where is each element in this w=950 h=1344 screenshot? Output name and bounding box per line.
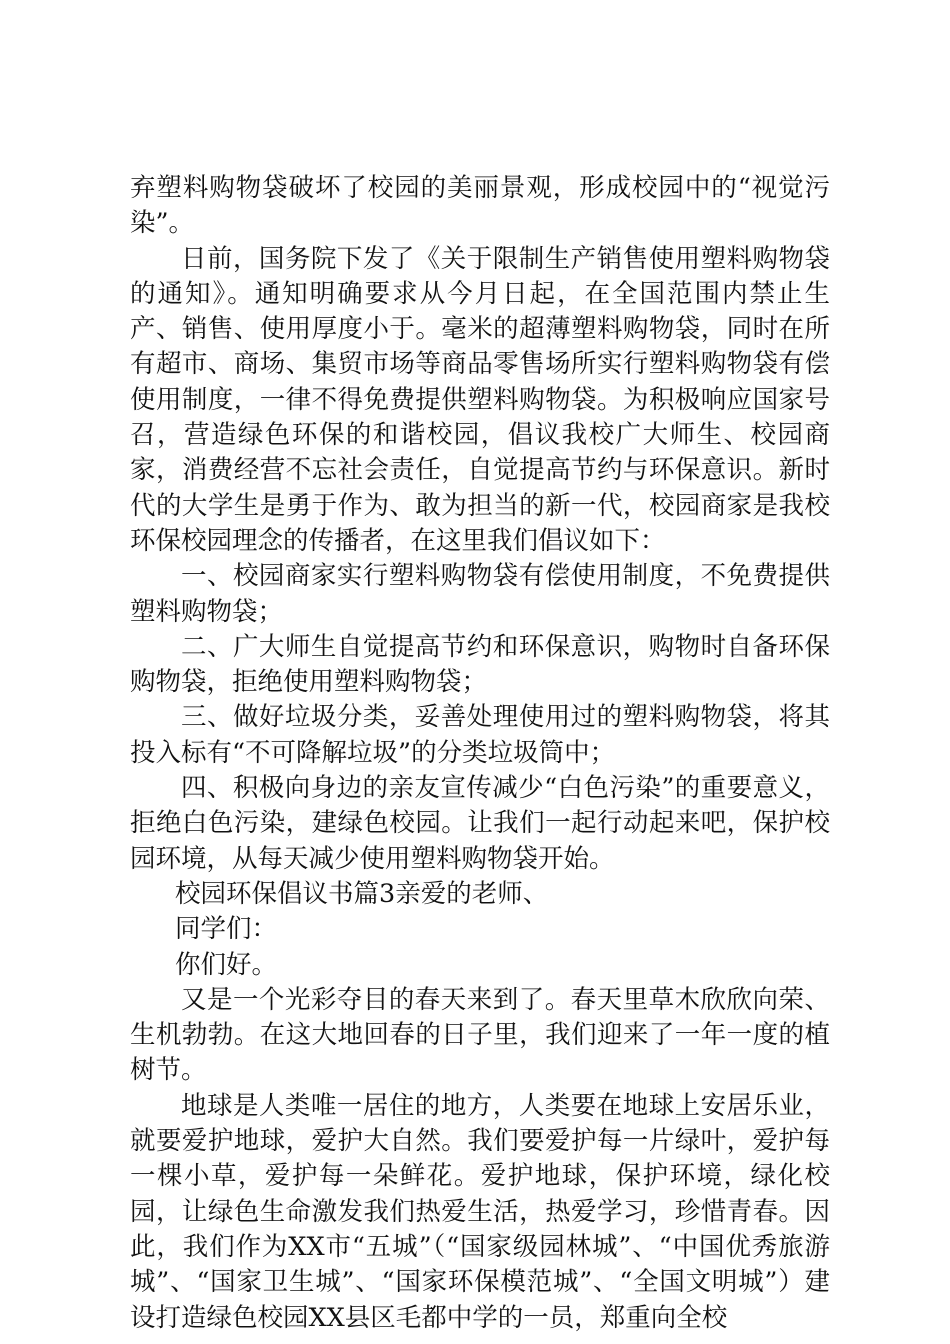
- paragraph-2: 日前，国务院下发了《关于限制生产销售使用塑料购物袋的通知》。通知明确要求从今月日起，在全国范围内禁止生产、销售、使用厚度小于。毫米的超薄塑料购物袋，同时在所有超市、商场、集贸市场等商品零售场所实行塑料购物袋有偿使用制度，一律不得免费提供塑料购物袋。为积极响应国家号召，营造绿色环保的和谐校园，倡议我校广大师生、校园商家，消费经营不忘社会责任，自觉提高节约与环保意识。新时代的大学生是勇于作为、敢为担当的新一代，校园商家是我校环保校园理念的传播者，在这里我们倡议如下：: [130, 243, 830, 556]
- paragraph-7: 又是一个光彩夺目的春天来到了。春天里草木欣欣向荣、生机勃勃。在这大地回春的日子里，我们迎来了一年一度的植树节。: [130, 984, 830, 1086]
- paragraph-6: 四、积极向身边的亲友宣传减少“白色污染”的重要意义，拒绝白色污染，建绿色校园。让我们一起行动起来吧，保护校园环境，从每天减少使用塑料购物袋开始。: [130, 773, 830, 874]
- paragraph-3: 一、校园商家实行塑料购物袋有偿使用制度，不免费提供塑料购物袋；: [130, 561, 830, 627]
- paragraph-5: 三、做好垃圾分类，妥善处理使用过的塑料购物袋，将其投入标有“不可降解垃圾”的分类垃圾筒中；: [130, 702, 830, 768]
- paragraph-1: 弃塑料购物袋破坏了校园的美丽景观，形成校园中的“视觉污染”。: [130, 173, 830, 239]
- paragraph-8: 地球是人类唯一居住的地方，人类要在地球上安居乐业，就要爱护地球，爱护大自然。我们要爱护每一片绿叶，爱护每一棵小草，爱护每一朵鲜花。爱护地球，保护环境，绿化校园，让绿色生命激发我们热爱生活，热爱学习，珍惜青春。因此，我们作为XX市“五城”（“国家级园林城”、“中国优秀旅游城”、“国家卫生城”、“国家环保模范城”、“全国文明城”）建设打造绿色校园XX县区毛都中学的一员，郑重向全校: [130, 1090, 830, 1333]
- paragraph-4: 二、广大师生自觉提高节约和环保意识，购物时自备环保购物袋，拒绝使用塑料购物袋；: [130, 631, 830, 698]
- section-heading: 校园环保倡议书篇3亲爱的老师、: [175, 878, 549, 909]
- salutation-line: 同学们：: [175, 914, 278, 945]
- greeting-line: 你们好。: [175, 949, 278, 980]
- document-body: [130, 171, 830, 1336]
